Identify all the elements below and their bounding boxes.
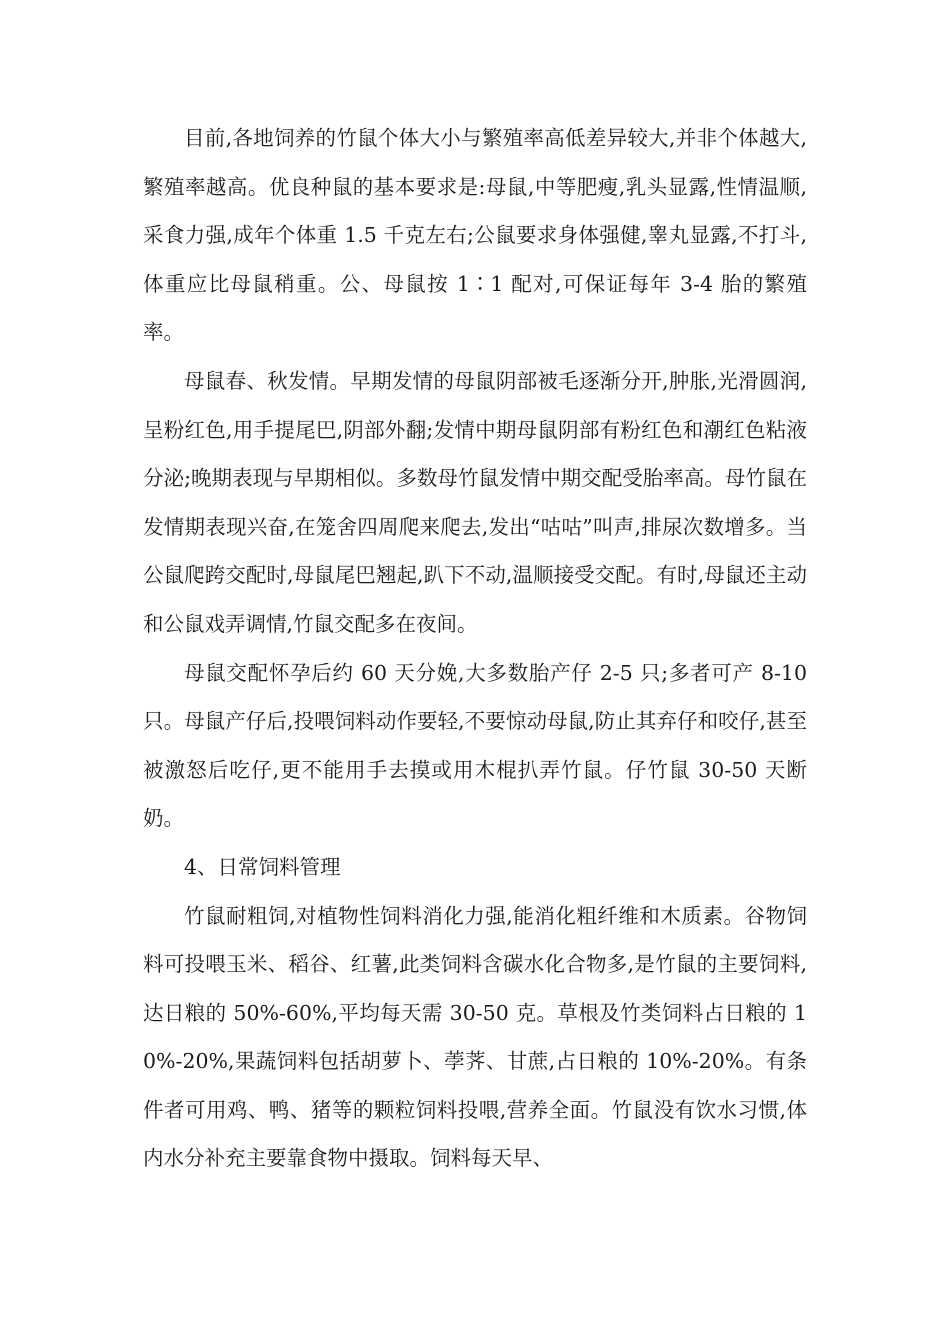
section-heading-feed-management: 4、日常饲料管理 [184,854,341,879]
paragraph-breeding-stock: 目前,各地饲养的竹鼠个体大小与繁殖率高低差异较大,并非个体越大,繁殖率越高。优良种鼠的基本要求是:母鼠,中等肥瘦,乳头显露,性情温顺,采食力强,成年个体重 1.5 千克左右;公鼠要求身体强健,睾丸显露,不打斗,体重应比母鼠稍重。公、母鼠按 1∶1 配对,可保证每年 3-4 胎的繁殖率。 [143,126,807,345]
paragraph-estrus: 母鼠春、秋发情。早期发情的母鼠阴部被毛逐渐分开,肿胀,光滑圆润,呈粉红色,用手提尾巴,阴部外翻;发情中期母鼠阴部有粉红色和潮红色粘液分泌;晚期表现与早期相似。多数母竹鼠发情中期交配受胎率高。母竹鼠在发情期表现兴奋,在笼舍四周爬来爬去,发出“咕咕”叫声,排尿次数增多。当公鼠爬跨交配时,母鼠尾巴翘起,趴下不动,温顺接受交配。有时,母鼠还主动和公鼠戏弄调情,竹鼠交配多在夜间。 [143,368,807,636]
paragraph-birth: 母鼠交配怀孕后约 60 天分娩,大多数胎产仔 2-5 只;多者可产 8-10 只。母鼠产仔后,投喂饲料动作要轻,不要惊动母鼠,防止其弃仔和咬仔,甚至被激怒后吃仔,更不能用手去摸或用木棍扒弄竹鼠。仔竹鼠 30-50 天断奶。 [143,660,807,831]
document-page [143,114,807,1183]
paragraph-feed: 竹鼠耐粗饲,对植物性饲料消化力强,能消化粗纤维和木质素。谷物饲料可投喂玉米、稻谷、红薯,此类饲料含碳水化合物多,是竹鼠的主要饲料,达日粮的 50%-60%,平均每天需 30-50 克。草根及竹类饲料占日粮的 10%-20%,果蔬饲料包括胡萝卜、荸荠、甘蔗,占日粮的 10%-20%。有条件者可用鸡、鸭、猪等的颗粒饲料投喂,营养全面。竹鼠没有饮水习惯,体内水分补充主要靠食物中摄取。饲料每天早、 [143,903,807,1171]
